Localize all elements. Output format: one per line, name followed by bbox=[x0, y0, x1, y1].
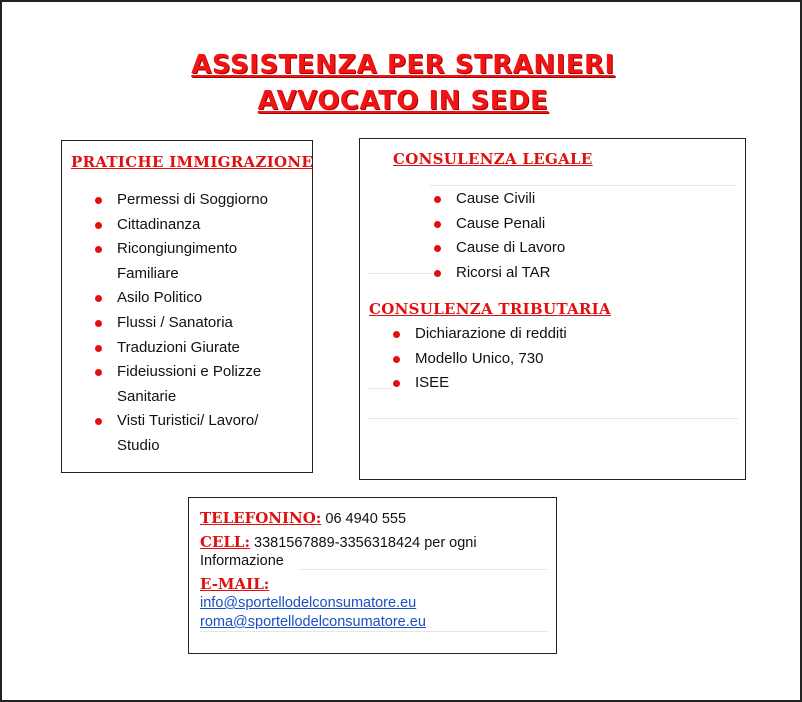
phone-row bbox=[200, 509, 406, 527]
bullet-icon bbox=[434, 196, 441, 203]
divider bbox=[368, 273, 432, 274]
list-item: Traduzioni Giurate bbox=[95, 336, 295, 361]
bullet-icon bbox=[95, 418, 102, 425]
list-item: Ricongiungimento Familiare bbox=[95, 237, 295, 286]
bullet-icon bbox=[95, 295, 102, 302]
cell-note: Informazione bbox=[200, 553, 284, 569]
list-item: Fideiussioni e Polizze Sanitarie bbox=[95, 360, 295, 409]
email-link-roma[interactable]: roma@sportellodelconsumatore.eu bbox=[200, 614, 426, 630]
list-item: Modello Unico, 730 bbox=[393, 347, 713, 372]
list-item: Asilo Politico bbox=[95, 286, 295, 311]
legal-list bbox=[434, 187, 734, 285]
cell-row bbox=[200, 533, 477, 551]
divider bbox=[430, 185, 736, 186]
list-item: Cause Penali bbox=[434, 212, 734, 237]
headline-subtitle: AVVOCATO IN SEDE bbox=[257, 86, 549, 116]
bullet-icon bbox=[95, 222, 102, 229]
cell-number: 3381567889-3356318424 per ogni bbox=[254, 535, 477, 551]
bullet-icon bbox=[393, 331, 400, 338]
contacts-box bbox=[188, 497, 557, 654]
email-link-info[interactable]: info@sportellodelconsumatore.eu bbox=[200, 595, 417, 611]
list-item: Permessi di Soggiorno bbox=[95, 188, 295, 213]
bullet-icon bbox=[393, 380, 400, 387]
list-item: Cause di Lavoro bbox=[434, 236, 734, 261]
phone-number: 06 4940 555 bbox=[325, 511, 407, 527]
email-label: E-MAIL: bbox=[200, 575, 270, 593]
bullet-icon bbox=[434, 221, 441, 228]
divider bbox=[200, 631, 548, 632]
cell-label: CELL: bbox=[200, 533, 251, 551]
headline-title: ASSISTENZA PER STRANIERI bbox=[191, 50, 615, 80]
divider bbox=[368, 388, 392, 389]
list-item: Cause Civili bbox=[434, 187, 734, 212]
list-item: Dichiarazione di redditi bbox=[393, 322, 713, 347]
bullet-icon bbox=[95, 369, 102, 376]
bullet-icon bbox=[434, 270, 441, 277]
immigration-box bbox=[61, 140, 313, 473]
tax-list bbox=[393, 322, 713, 396]
list-item: Cittadinanza bbox=[95, 213, 295, 238]
bullet-icon bbox=[434, 245, 441, 252]
tax-title: CONSULENZA TRIBUTARIA bbox=[369, 300, 611, 318]
consulting-box bbox=[359, 138, 746, 480]
legal-title: CONSULENZA LEGALE bbox=[393, 150, 593, 168]
bullet-icon bbox=[95, 197, 102, 204]
list-item: ISEE bbox=[393, 371, 713, 396]
immigration-title: PRATICHE IMMIGRAZIONE bbox=[71, 153, 314, 171]
list-item: Flussi / Sanatoria bbox=[95, 311, 295, 336]
email-row bbox=[200, 575, 269, 593]
bullet-icon bbox=[95, 345, 102, 352]
list-item: Visti Turistici/ Lavoro/ Studio bbox=[95, 409, 295, 458]
bullet-icon bbox=[95, 320, 102, 327]
immigration-list bbox=[95, 188, 295, 459]
bullet-icon bbox=[393, 356, 400, 363]
divider bbox=[368, 418, 738, 419]
list-item: Ricorsi al TAR bbox=[434, 261, 734, 286]
bullet-icon bbox=[95, 246, 102, 253]
divider bbox=[299, 569, 547, 570]
phone-label: TELEFONINO: bbox=[200, 509, 322, 527]
